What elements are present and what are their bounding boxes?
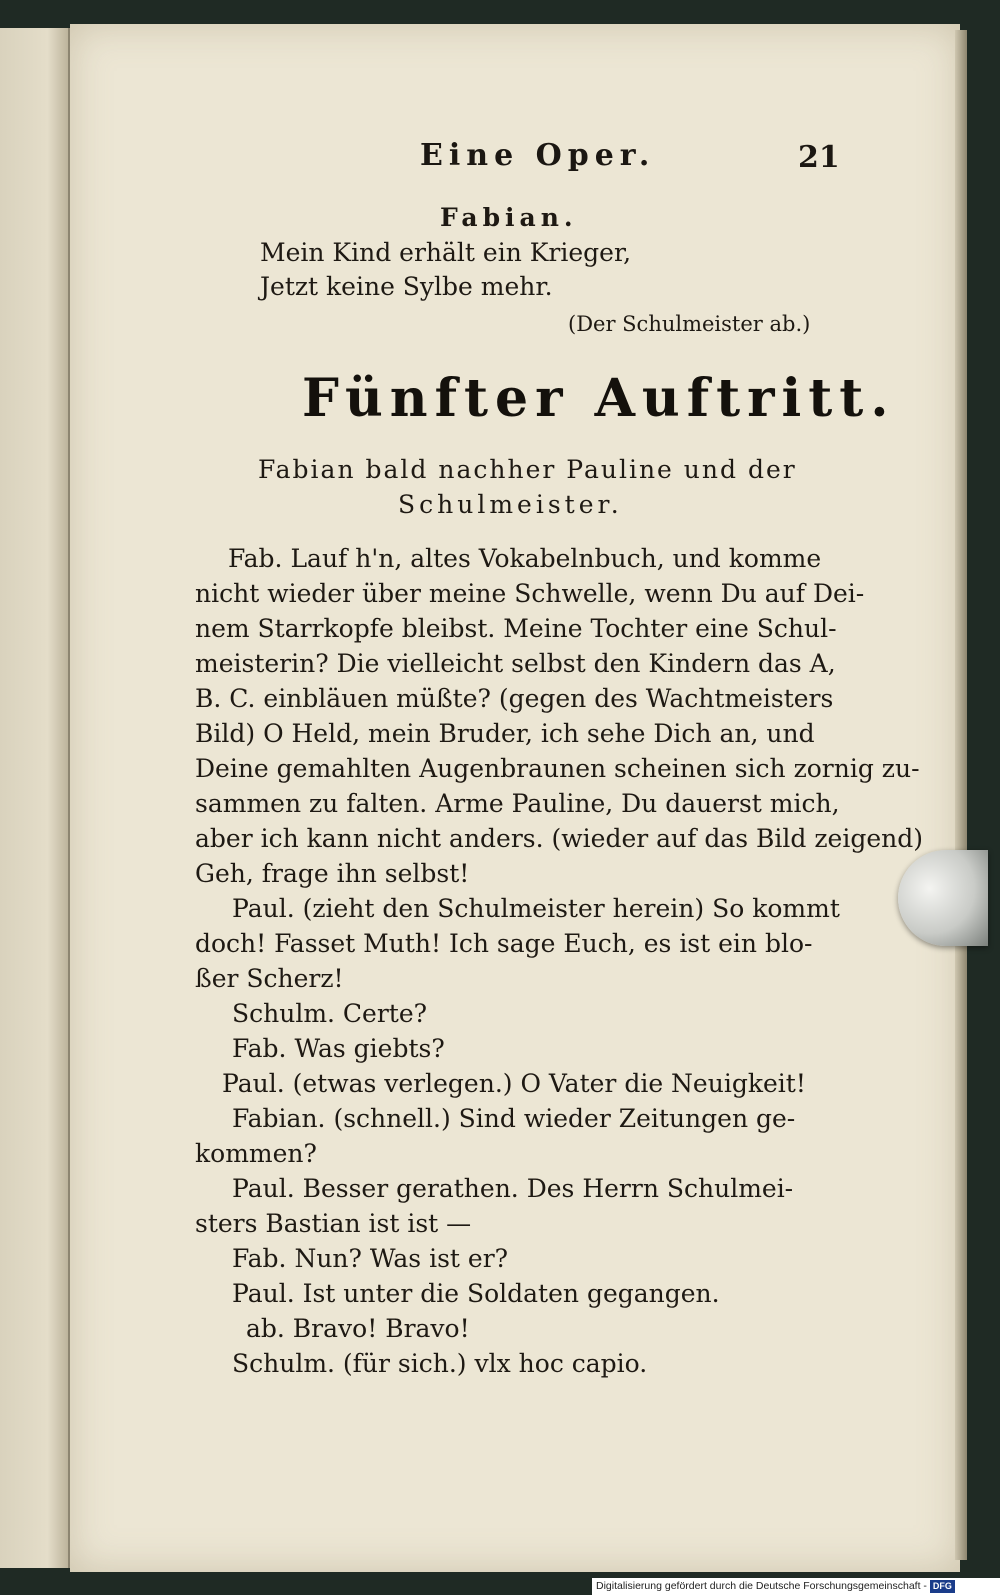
page-edge (955, 30, 967, 1560)
cast-line: Schulmeister. (398, 490, 623, 519)
scene-heading: Fünfter Auftritt. (302, 368, 896, 429)
footer-text: Digitalisierung gefördert durch die Deutsche Forschungsgemeinschaft - (596, 1580, 927, 1592)
left-facing-page (0, 28, 70, 1568)
text-line: Paul. Ist unter die Soldaten gegangen. (232, 1279, 720, 1308)
text-line: Fabian. (schnell.) Sind wieder Zeitungen ge- (232, 1104, 796, 1133)
text-line: aber ich kann nicht anders. (wieder auf das Bild zeigend) (195, 824, 923, 853)
running-title: Eine Oper. (420, 138, 656, 173)
text-line: Deine gemahlten Augenbraunen scheinen sich zornig zu- (195, 754, 920, 783)
text-line: kommen? (195, 1139, 317, 1168)
text-line: Fab. Was giebts? (232, 1034, 445, 1063)
text-line: Paul. Besser gerathen. Des Herrn Schulmei- (232, 1174, 794, 1203)
cast-line: Fabian bald nachher Pauline und der (258, 455, 797, 484)
text-line: Schulm. (für sich.) vlx hoc capio. (232, 1349, 648, 1378)
footer-credit (592, 1578, 1000, 1595)
text-line: Bild) O Held, mein Bruder, ich sehe Dich an, und (195, 719, 815, 748)
verse-line: Mein Kind erhält ein Krieger, (260, 238, 632, 267)
text-line: Schulm. Certe? (232, 999, 428, 1028)
text-line: sammen zu falten. Arme Pauline, Du dauerst mich, (195, 789, 840, 818)
text-line: B. C. einbläuen müßte? (gegen des Wachtmeisters (195, 684, 834, 713)
text-line: Fab. Nun? Was ist er? (232, 1244, 509, 1273)
text-line: ßer Scherz! (195, 964, 344, 993)
page-number: 21 (798, 140, 840, 175)
text-line: meisterin? Die vielleicht selbst den Kindern das A, (195, 649, 836, 678)
text-line: nem Starrkopfe bleibst. Meine Tochter eine Schul- (195, 614, 837, 643)
text-line: Paul. (zieht den Schulmeister herein) So kommt (232, 894, 840, 923)
stage-direction: (Der Schulmeister ab.) (568, 312, 811, 336)
page-clip (898, 850, 988, 946)
text-line: nicht wieder über meine Schwelle, wenn Du auf Dei- (195, 579, 865, 608)
text-line: Geh, frage ihn selbst! (195, 859, 470, 888)
text-line: sters Bastian ist ist — (195, 1209, 472, 1238)
dfg-logo: DFG (930, 1580, 955, 1593)
text-line: ab. Bravo! Bravo! (246, 1314, 470, 1343)
text-line: Fab. Lauf h'n, altes Vokabelnbuch, und komme (228, 544, 822, 573)
verse-line: Jetzt keine Sylbe mehr. (260, 272, 553, 301)
speaker-fabian: Fabian. (440, 203, 578, 232)
text-line: doch! Fasset Muth! Ich sage Euch, es ist ein blo- (195, 929, 813, 958)
text-line: Paul. (etwas verlegen.) O Vater die Neuigkeit! (222, 1069, 806, 1098)
